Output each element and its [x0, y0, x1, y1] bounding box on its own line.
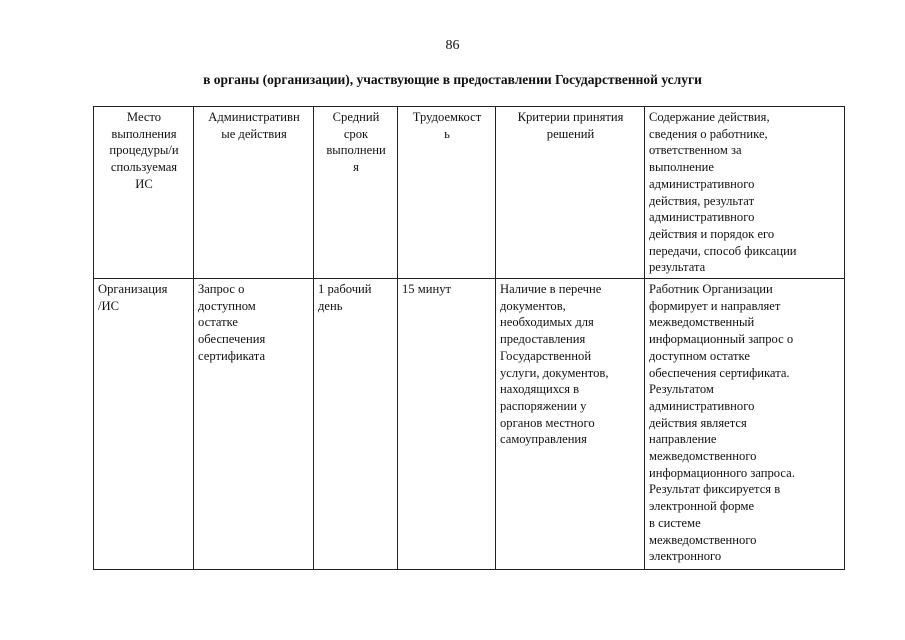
header-cell-labor: Трудоемкост ь	[398, 107, 496, 279]
cell-place: Организация /ИС	[94, 279, 194, 570]
table-header-row	[94, 107, 845, 279]
table-row	[94, 279, 845, 570]
cell-criteria: Наличие в перечне документов, необходимых для предоставления Государственной услуги, документов, находящихся в распоряжении у органов местного самоуправления	[496, 279, 645, 570]
cell-action: Запрос о доступном остатке обеспечения сертификата	[194, 279, 314, 570]
cell-content: Работник Организации формирует и направляет межведомственный информационный запрос о доступном остатке обеспечения сертификата. Результатом административного действия является направление межведомственного информационного запроса. Результат фиксируется в электронной форме в системе межведомственного электронного	[645, 279, 845, 570]
page-number: 86	[445, 38, 460, 53]
header-cell-content: Содержание действия, сведения о работнике, ответственном за выполнение административного действия, результат административного действия и порядок его передачи, способ фиксации результата	[645, 107, 845, 279]
header-cell-criteria: Критерии принятия решений	[496, 107, 645, 279]
header-cell-duration: Средний срок выполнени я	[314, 107, 398, 279]
header-cell-actions: Административн ые действия	[194, 107, 314, 279]
section-heading: в органы (организации), участвующие в предоставлении Государственной услуги	[203, 72, 702, 87]
header-cell-place: Место выполнения процедуры/и спользуемая ИС	[94, 107, 194, 279]
cell-duration: 1 рабочий день	[314, 279, 398, 570]
cell-labor: 15 минут	[398, 279, 496, 570]
procedure-table	[93, 106, 845, 570]
